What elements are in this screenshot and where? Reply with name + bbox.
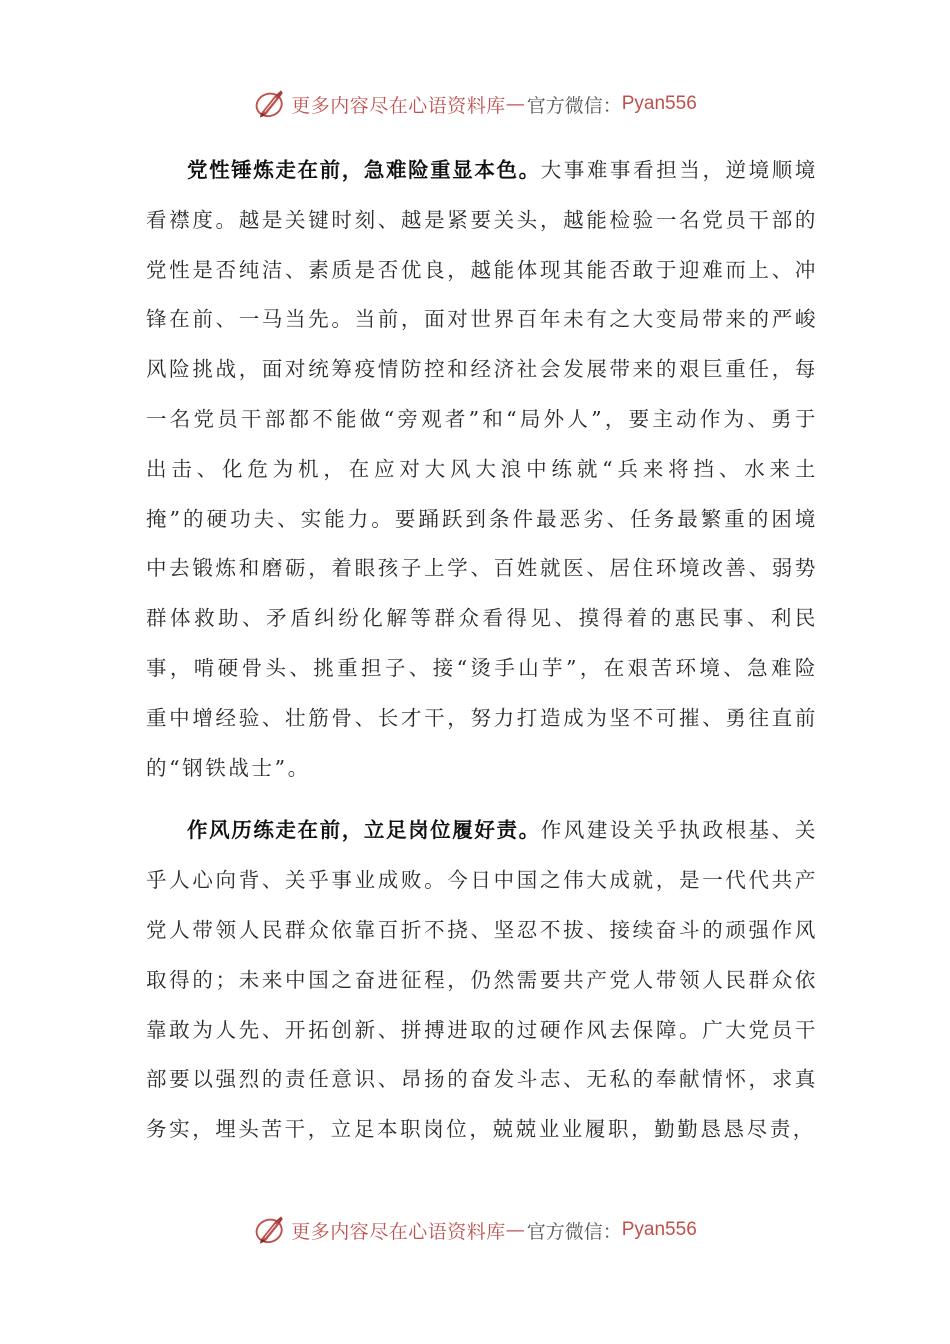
footer-wechat-id: Pyan556 — [621, 1219, 697, 1240]
footer-banner-text: 更多内容尽在心语资料库 — [291, 1220, 506, 1243]
pen-nib-logo-icon — [253, 1213, 287, 1247]
header-banner-dash: — — [505, 93, 525, 115]
header-banner — [0, 84, 950, 124]
paragraph-text: 大事难事看担当，逆境顺境看襟度。越是关键时刻、越是紧要关头，越能检验一名党员干部的党性是否纯洁、素质是否优良，越能体现其能否敢于迎难而上、冲锋在前、一马当先。当前，面对世界百年未有之大变局带来的严峻风险挑战，面对统筹疫情防控和经济社会发展带来的艰巨重任，每一名党员干部都不能做“旁观者”和“局外人”，要主动作为、勇于出击、化危为机，在应对大风大浪中练就“兵来将挡、水来土掩”的硬功夫、实能力。要踊跃到条件最恶劣、任务最繁重的困境中去锻炼和磨砺，着眼孩子上学、百姓就医、居住环境改善、弱势群体救助、矛盾纠纷化解等群众看得见、摸得着的惠民事、利民事，啃硬骨头、挑重担子、接“烫手山芋”，在艰苦环境、急难险重中增经验、壮筋骨、长才干，努力打造成为坚不可摧、勇往直前的“钢铁战士”。 — [146, 158, 818, 780]
document-body — [146, 146, 818, 1155]
paragraph-text: 作风建设关乎执政根基、关乎人心向背、关乎事业成败。今日中国之伟大成就，是一代代共产党人带领人民群众依靠百折不挠、坚忍不拔、接续奋斗的顽强作风取得的；未来中国之奋进征程，仍然需要共产党人带领人民群众依靠敢为人先、开拓创新、拼搏进取的过硬作风去保障。广大党员干部要以强烈的责任意识、昂扬的奋发斗志、无私的奉献情怀，求真务实，埋头苦干，立足本职岗位，兢兢业业履职，勤勤恳恳尽责， — [146, 818, 818, 1142]
header-banner-text: 更多内容尽在心语资料库 — [291, 94, 506, 117]
footer-banner — [0, 1210, 950, 1250]
pen-nib-logo-icon — [253, 87, 287, 121]
footer-official-label: 官方微信： — [526, 1220, 622, 1243]
paragraph-lead: 党性锤炼走在前，急难险重显本色。 — [187, 158, 541, 182]
paragraph-work-style — [146, 806, 818, 1155]
footer-banner-dash: — — [505, 1219, 525, 1241]
paragraph-party-spirit — [146, 146, 818, 793]
header-official-label: 官方微信： — [526, 94, 622, 117]
header-wechat-id: Pyan556 — [621, 93, 697, 114]
paragraph-lead: 作风历练走在前，立足岗位履好责。 — [187, 818, 541, 843]
